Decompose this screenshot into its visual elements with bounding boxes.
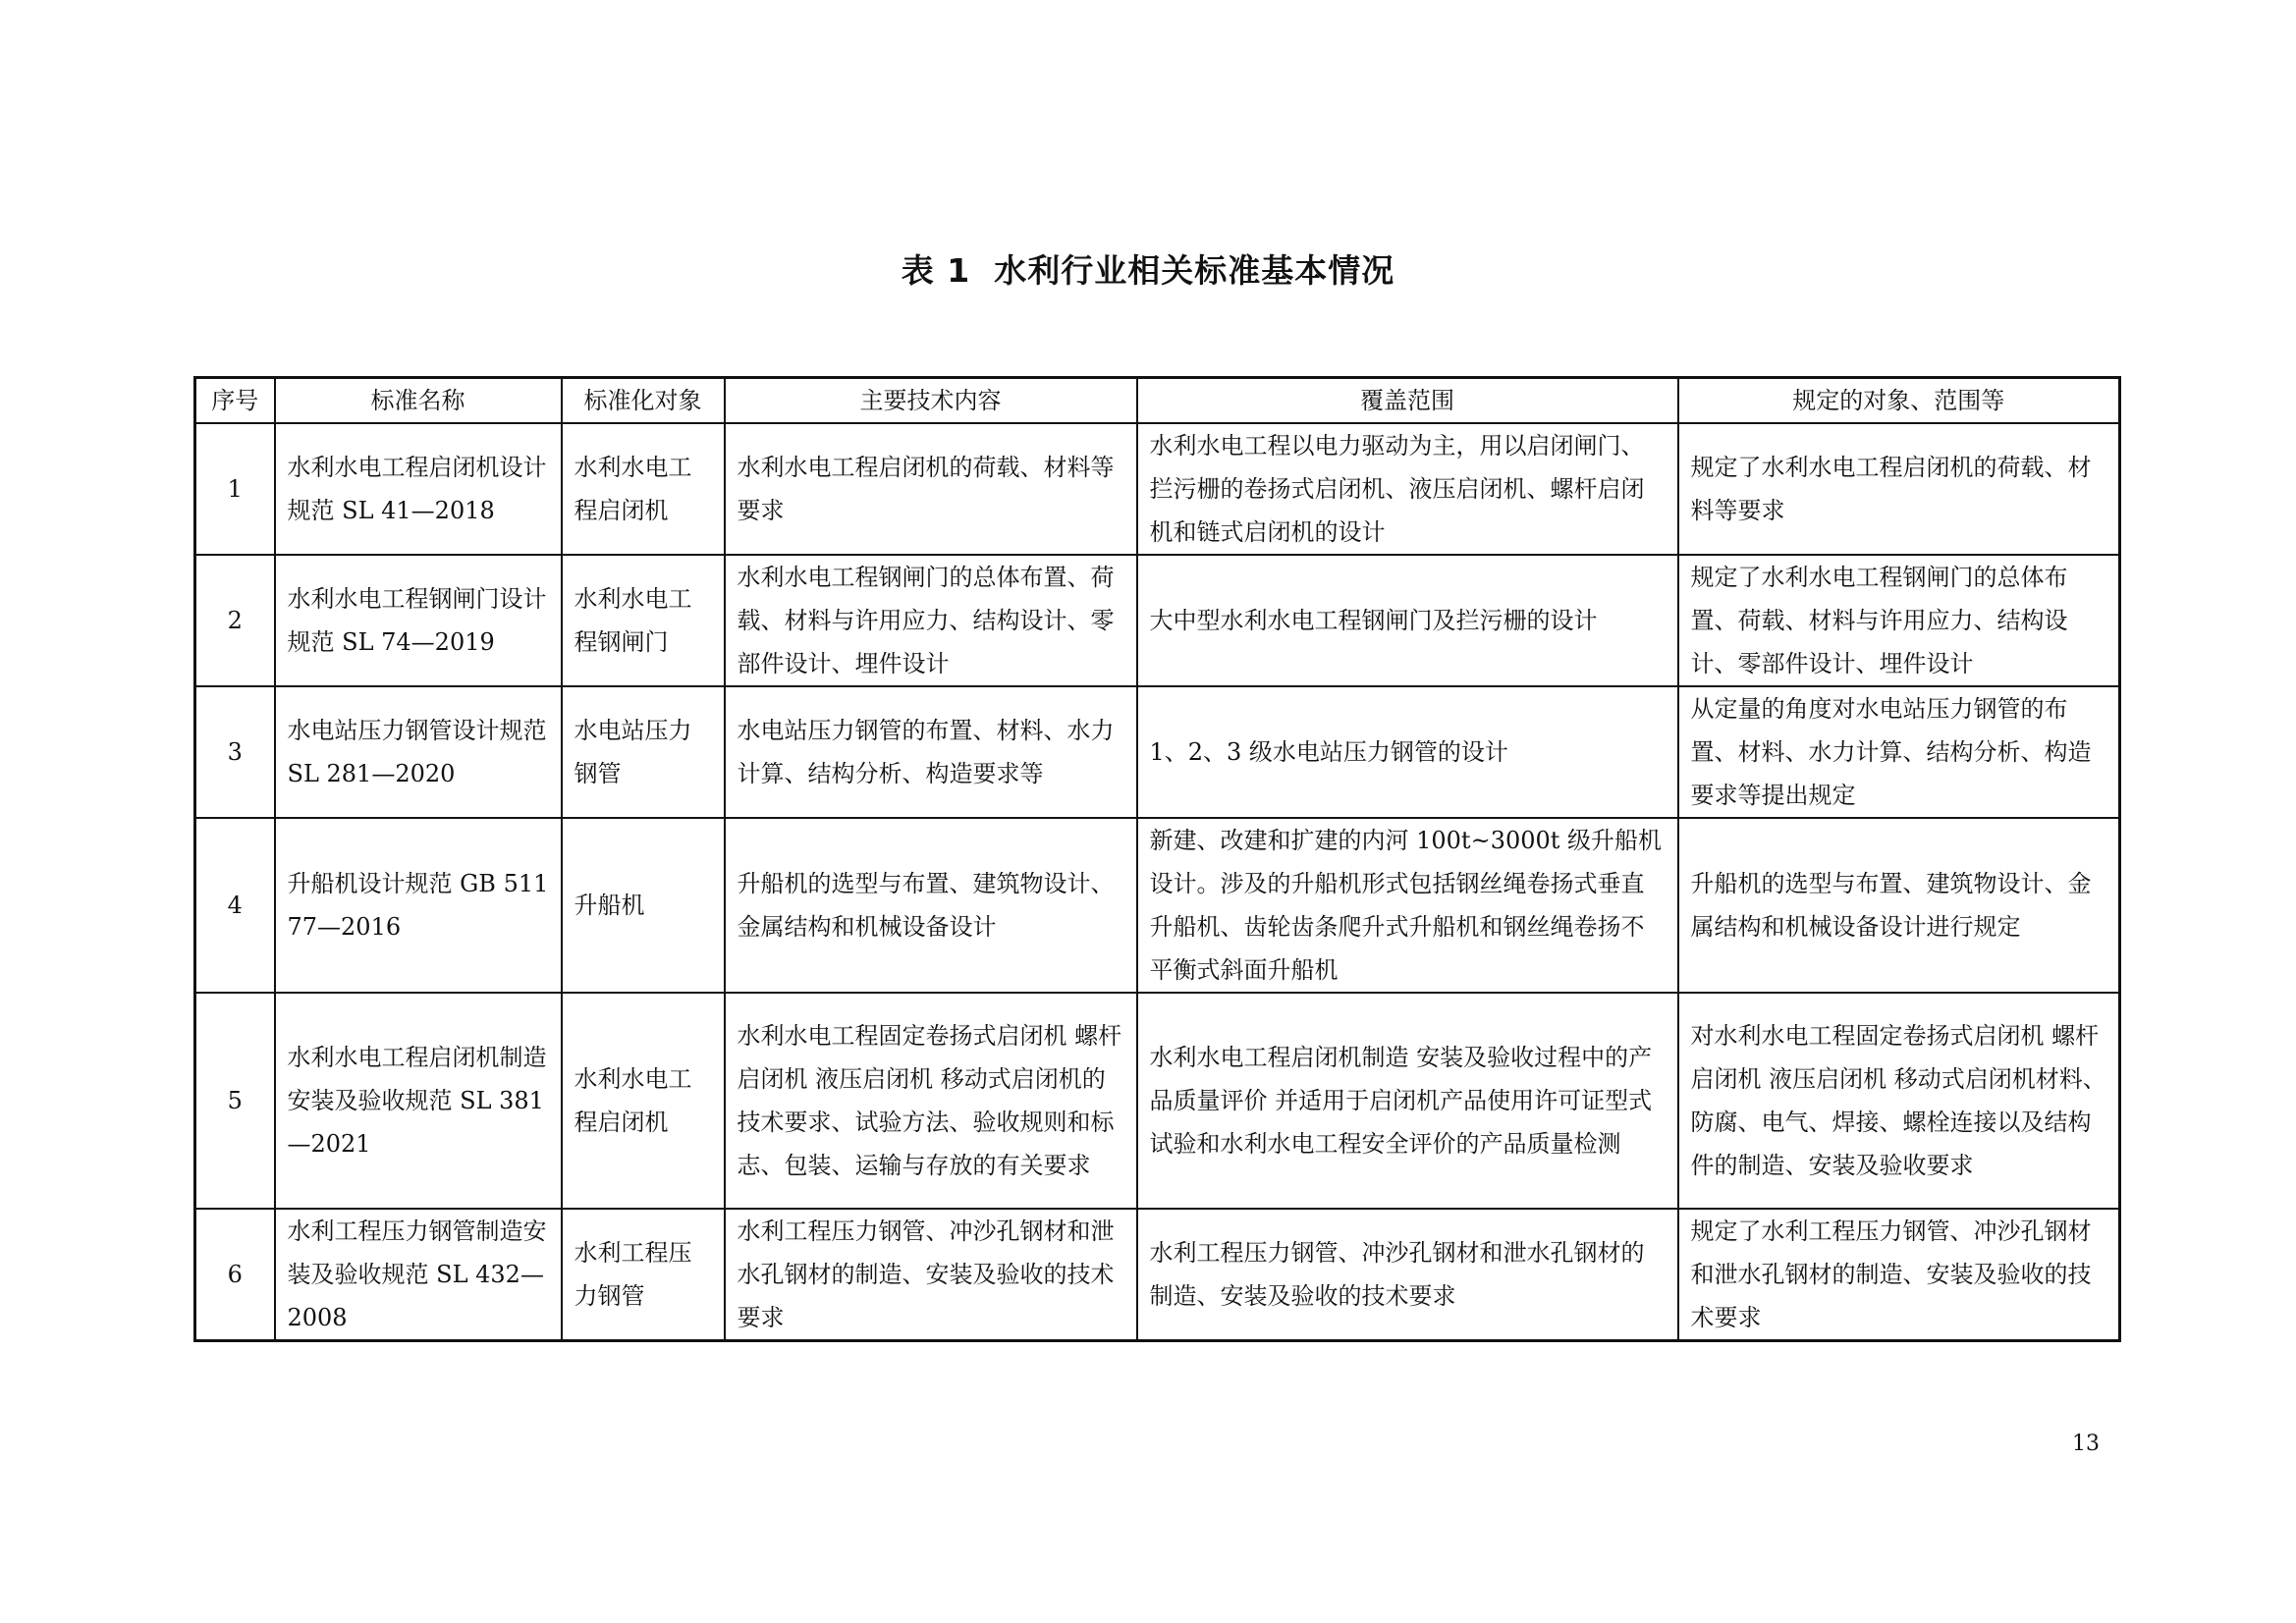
- cell-standard-name: 水利水电工程钢闸门设计规范 SL 74—2019: [275, 555, 562, 686]
- table-title-text: 水利行业相关标准基本情况: [994, 251, 1395, 290]
- header-main-technical-content: 主要技术内容: [725, 378, 1137, 424]
- cell-index: 6: [195, 1209, 275, 1341]
- cell-provisions: 规定了水利工程压力钢管、冲沙孔钢材和泄水孔钢材的制造、安装及验收的技术要求: [1678, 1209, 2120, 1341]
- cell-provisions: 对水利水电工程固定卷扬式启闭机 螺杆启闭机 液压启闭机 移动式启闭机材料、防腐、电气、焊接、螺栓连接以及结构件的制造、安装及验收要求: [1678, 993, 2120, 1209]
- cell-coverage-scope: 水利水电工程启闭机制造 安装及验收过程中的产品质量评价 并适用于启闭机产品使用许可证型式试验和水利水电工程安全评价的产品质量检测: [1137, 993, 1678, 1209]
- cell-coverage-scope: 大中型水利水电工程钢闸门及拦污栅的设计: [1137, 555, 1678, 686]
- table-row: [195, 818, 2120, 993]
- page-number: 13: [2072, 1432, 2100, 1456]
- table-row: [195, 993, 2120, 1209]
- table-row: [195, 1209, 2120, 1341]
- standards-table: [193, 376, 2121, 1342]
- cell-main-technical-content: 水利水电工程固定卷扬式启闭机 螺杆启闭机 液压启闭机 移动式启闭机的技术要求、试验方法、验收规则和标志、包装、运输与存放的有关要求: [725, 993, 1137, 1209]
- cell-index: 5: [195, 993, 275, 1209]
- table-row: [195, 555, 2120, 686]
- cell-provisions: 升船机的选型与布置、建筑物设计、金属结构和机械设备设计进行规定: [1678, 818, 2120, 993]
- cell-coverage-scope: 1、2、3 级水电站压力钢管的设计: [1137, 686, 1678, 818]
- table-title: [0, 245, 2296, 292]
- cell-standardized-object: 水利水电工程钢闸门: [562, 555, 725, 686]
- cell-coverage-scope: 水利水电工程以电力驱动为主，用以启闭闸门、拦污栅的卷扬式启闭机、液压启闭机、螺杆启闭机和链式启闭机的设计: [1137, 423, 1678, 555]
- header-standard-name: 标准名称: [275, 378, 562, 424]
- cell-standardized-object: 水电站压力钢管: [562, 686, 725, 818]
- cell-standard-name: 水利水电工程启闭机设计规范 SL 41—2018: [275, 423, 562, 555]
- header-provisions: 规定的对象、范围等: [1678, 378, 2120, 424]
- cell-main-technical-content: 水利水电工程钢闸门的总体布置、荷载、材料与许用应力、结构设计、零部件设计、埋件设计: [725, 555, 1137, 686]
- header-coverage-scope: 覆盖范围: [1137, 378, 1678, 424]
- cell-standardized-object: 水利工程压力钢管: [562, 1209, 725, 1341]
- header-standardized-object: 标准化对象: [562, 378, 725, 424]
- cell-main-technical-content: 升船机的选型与布置、建筑物设计、金属结构和机械设备设计: [725, 818, 1137, 993]
- cell-provisions: 从定量的角度对水电站压力钢管的布置、材料、水力计算、结构分析、构造要求等提出规定: [1678, 686, 2120, 818]
- cell-coverage-scope: 新建、改建和扩建的内河 100t~3000t 级升船机设计。涉及的升船机形式包括钢丝绳卷扬式垂直升船机、齿轮齿条爬升式升船机和钢丝绳卷扬不平衡式斜面升船机: [1137, 818, 1678, 993]
- cell-standardized-object: 水利水电工程启闭机: [562, 993, 725, 1209]
- cell-index: 1: [195, 423, 275, 555]
- cell-index: 4: [195, 818, 275, 993]
- cell-main-technical-content: 水利工程压力钢管、冲沙孔钢材和泄水孔钢材的制造、安装及验收的技术要求: [725, 1209, 1137, 1341]
- cell-standardized-object: 升船机: [562, 818, 725, 993]
- cell-standard-name: 水利工程压力钢管制造安装及验收规范 SL 432—2008: [275, 1209, 562, 1341]
- cell-standard-name: 水利水电工程启闭机制造安装及验收规范 SL 381—2021: [275, 993, 562, 1209]
- cell-standard-name: 水电站压力钢管设计规范 SL 281—2020: [275, 686, 562, 818]
- table-header-row: [195, 378, 2120, 424]
- table-row: [195, 686, 2120, 818]
- cell-standard-name: 升船机设计规范 GB 51177—2016: [275, 818, 562, 993]
- cell-index: 3: [195, 686, 275, 818]
- cell-main-technical-content: 水利水电工程启闭机的荷载、材料等要求: [725, 423, 1137, 555]
- header-index: 序号: [195, 378, 275, 424]
- cell-coverage-scope: 水利工程压力钢管、冲沙孔钢材和泄水孔钢材的制造、安装及验收的技术要求: [1137, 1209, 1678, 1341]
- cell-standardized-object: 水利水电工程启闭机: [562, 423, 725, 555]
- cell-provisions: 规定了水利水电工程启闭机的荷载、材料等要求: [1678, 423, 2120, 555]
- table-row: [195, 423, 2120, 555]
- cell-main-technical-content: 水电站压力钢管的布置、材料、水力计算、结构分析、构造要求等: [725, 686, 1137, 818]
- cell-provisions: 规定了水利水电工程钢闸门的总体布置、荷载、材料与许用应力、结构设计、零部件设计、埋件设计: [1678, 555, 2120, 686]
- cell-index: 2: [195, 555, 275, 686]
- table-title-number: 表 1: [901, 251, 971, 290]
